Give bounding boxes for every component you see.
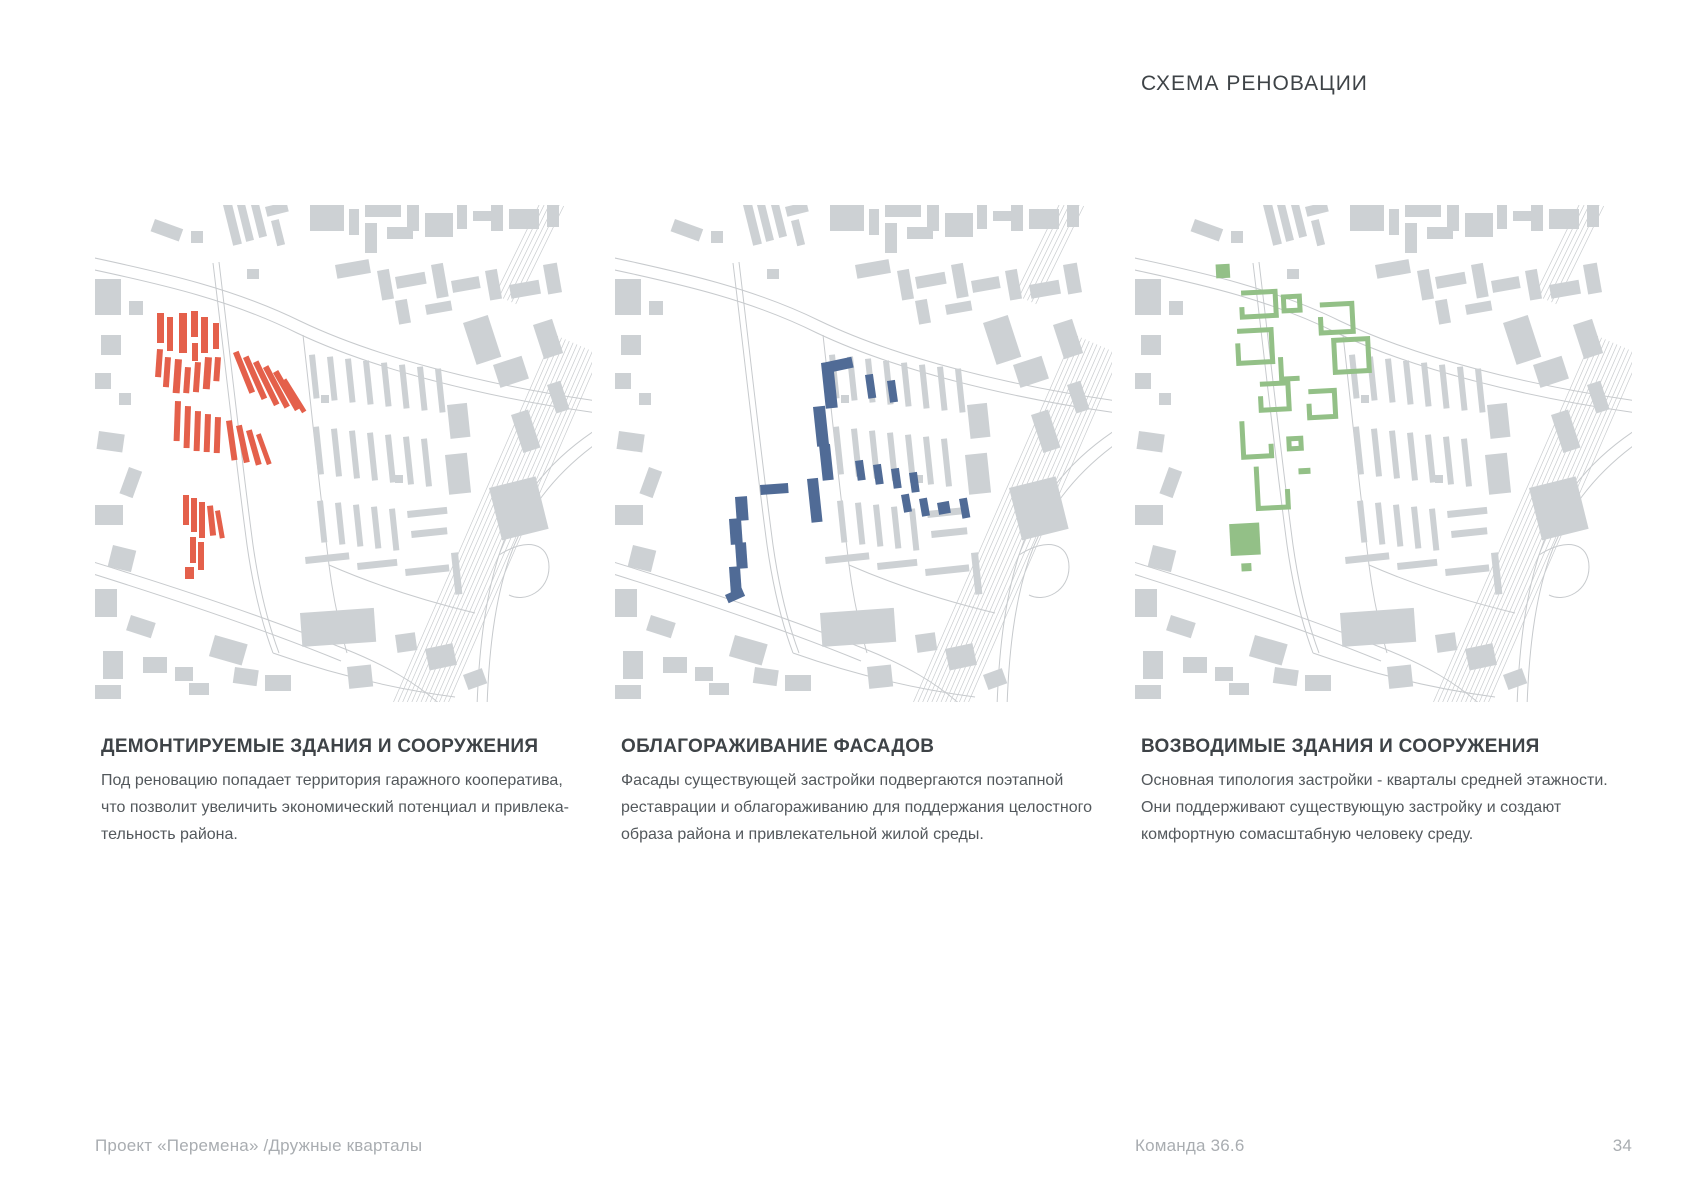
panel-body-line: Они поддерживают существующую застройку и создают bbox=[1141, 799, 1562, 816]
footer-project-name: Проект «Перемена» /Дружные кварталы bbox=[95, 1136, 423, 1155]
panel-body-line: Фасады существующей застройки подвергаются поэтапной bbox=[621, 772, 1064, 789]
panel-body-line: образа района и привлекательной жилой среды. bbox=[621, 826, 984, 843]
footer-page-number: 34 bbox=[1612, 1136, 1632, 1155]
panel-heading: ДЕМОНТИРУЕМЫЕ ЗДАНИЯ И СООРУЖЕНИЯ bbox=[101, 736, 539, 757]
construction-map-svg bbox=[1135, 205, 1632, 702]
construction-map bbox=[1135, 205, 1632, 702]
footer-team-name: Команда 36.6 bbox=[1135, 1136, 1245, 1155]
demolition-map-svg bbox=[95, 205, 592, 702]
panel-body-line: Основная типология застройки - кварталы средней этажности. bbox=[1141, 772, 1608, 789]
page-title: СХЕМА РЕНОВАЦИИ bbox=[1141, 72, 1368, 95]
panel-demolition bbox=[95, 205, 592, 848]
panel-body-line: комфортную сомасштабную человеку среду. bbox=[1141, 826, 1474, 843]
panel-body-line: Под реновацию попадает территория гаражного кооператива, bbox=[101, 772, 563, 789]
panel-body bbox=[621, 767, 1112, 848]
facades-map-svg bbox=[615, 205, 1112, 702]
panel-heading: ВОЗВОДИМЫЕ ЗДАНИЯ И СООРУЖЕНИЯ bbox=[1141, 736, 1540, 757]
panel-heading: ОБЛАГОРАЖИВАНИЕ ФАСАДОВ bbox=[621, 736, 935, 757]
facades-map bbox=[615, 205, 1112, 702]
panel-body-line: тельность района. bbox=[101, 826, 238, 843]
panel-body-line: реставрации и облагораживанию для поддержания целостного bbox=[621, 799, 1092, 816]
scheme-panels bbox=[95, 205, 1632, 848]
panel-body-line: что позволит увеличить экономический потенциал и привлека- bbox=[101, 799, 569, 816]
panel-facades bbox=[615, 205, 1112, 848]
demolition-map bbox=[95, 205, 592, 702]
panel-construction bbox=[1135, 205, 1632, 848]
panel-body bbox=[1141, 767, 1632, 848]
panel-body bbox=[101, 767, 592, 848]
